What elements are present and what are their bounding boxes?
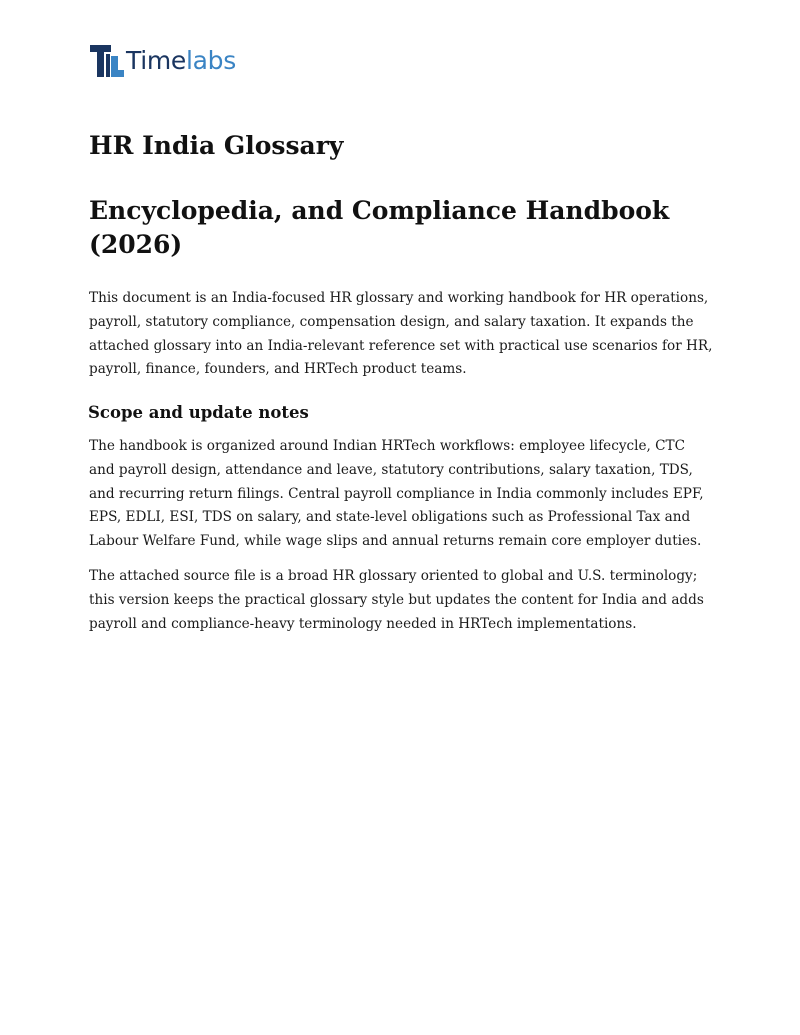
logo-wordmark-part2: labs bbox=[185, 46, 236, 75]
logo-wordmark bbox=[126, 44, 236, 78]
intro-paragraph: This document is an India-focused HR glossary and working handbook for HR operations, payroll, statutory compliance, compensation design, and salary taxation. It expands the attached glossary into an India-relevant reference set with practical use scenarios for HR, payroll, finance, founders, and HRTech product teams. bbox=[89, 290, 713, 378]
document-subtitle: Encyclopedia, and Compliance Handbook (2026) bbox=[89, 196, 670, 259]
timelabs-logo bbox=[89, 44, 236, 78]
timelabs-logo-mark-icon bbox=[89, 44, 125, 78]
logo-wordmark-part1: Time bbox=[126, 46, 186, 75]
section-paragraph: The handbook is organized around Indian HRTech workflows: employee lifecycle, CTC and payroll design, attendance and leave, statutory contributions, salary taxation, TDS, and recurring return filings. Central payroll compliance in India commonly includes EPF, EPS, EDLI, ESI, TDS on salary, and state-level obligations such as Professional Tax and Labour Welfare Fund, while wage slips and annual returns remain core employer duties. bbox=[89, 438, 704, 550]
section-paragraph: The attached source file is a broad HR glossary oriented to global and U.S. terminology; this version keeps the practical glossary style but updates the content for India and adds payroll and compliance-heavy terminology needed in HRTech implementations. bbox=[89, 568, 704, 632]
document-title: HR India Glossary bbox=[89, 131, 344, 160]
section-heading: Scope and update notes bbox=[88, 403, 309, 422]
